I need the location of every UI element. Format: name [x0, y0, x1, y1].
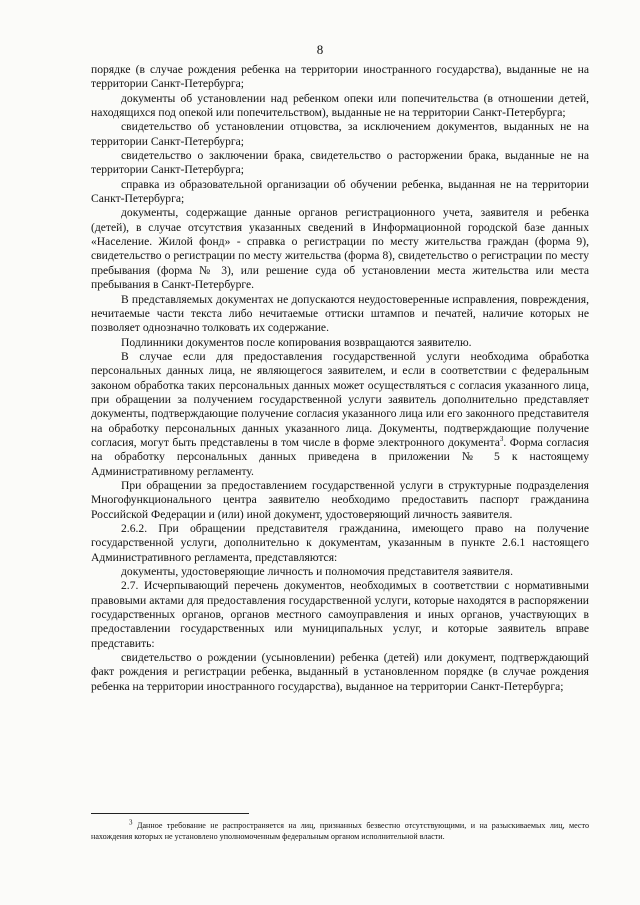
- footnote-mark: 3: [129, 818, 133, 827]
- paragraph: 2.7. Исчерпывающий перечень документов, необходимых в соответствии с нормативными правовыми актами для предоставления государственной услуги, которые находятся в распоряжении государственных органов, органов местного самоуправления и иных органов, участвующих в предоставлении государственных или муниципальных услуг, и которые заявитель вправе представить:: [91, 579, 589, 650]
- paragraph-text-part: В случае если для предоставления государственной услуги необходима обработка персональных данных лица, не являющегося заявителем, и если в соответствии с федеральным законом обработка таких персональных данных может осуществляться с согласия указанного лица, при обращении за получением государственной услуги заявитель дополнительно представляет документы, подтверждающие получение согласия указанного лица или его законного представителя на обработку персональных данных указанного лица. Документы, подтверждающие получение согласия, могут быть представлены в том числе в форме электронного документа: [91, 349, 589, 449]
- paragraph: В представляемых документах не допускаются неудостоверенные исправления, повреждения, нечитаемые части текста либо нечитаемые оттиски штампов и печатей, наличие которых не позволяет однозначно толковать их содержание.: [91, 292, 589, 335]
- footnote-reference: 3: [499, 435, 504, 444]
- paragraph: 2.6.2. При обращении представителя гражданина, имеющего право на получение государственной услуги, дополнительно к документам, указанным в пункте 2.6.1 настоящего Административного регламента, представляются:: [91, 522, 589, 564]
- paragraph: порядке (в случае рождения ребенка на территории иностранного государства), выданные не на территории Санкт-Петербурга;: [91, 63, 589, 91]
- paragraph-with-footnote-ref: [91, 350, 589, 479]
- footnote: [91, 820, 589, 842]
- paragraph: документы об установлении над ребенком опеки или попечительства (в отношении детей, находящихся под опекой или попечительством), выданные не на территории Санкт-Петербурга;: [91, 91, 589, 120]
- page-number: 8: [316, 42, 324, 57]
- body-text: [91, 63, 589, 694]
- paragraph: При обращении за предоставлением государственной услуги в структурные подразделения Многофункционального центра заявителю необходимо предоставить паспорт гражданина Российской Федерации и (или) иной документ, удостоверяющий личность заявителя.: [91, 478, 589, 521]
- paragraph-text-part: . Форма согласия на обработку персональных данных приведена в приложении № 5 к настоящему Административному регламенту.: [91, 435, 590, 478]
- paragraph: свидетельство об установлении отцовства, за исключением документов, выданных не на территории Санкт-Петербурга;: [91, 120, 589, 148]
- paragraph: свидетельство о рождении (усыновлении) ребенка (детей) или документ, подтверждающий факт рождения и регистрации ребенка, выданный в установленном порядке (в случае рождения ребенка на территории иностранного государства), выданное на территории Санкт-Петербурга;: [91, 651, 589, 693]
- paragraph: справка из образовательной организации об обучении ребенка, выданная не на территории Санкт-Петербурга;: [91, 177, 589, 206]
- footnote-divider: [91, 813, 249, 814]
- paragraph: документы, удостоверяющие личность и полномочия представителя заявителя.: [121, 565, 513, 579]
- footnote-text: Данное требование не распространяется на лиц, признанных безвестно отсутствующими, и на разыскиваемых лиц, место нахождения которых не установлено уполномоченным федеральным органом исполнительной власти.: [91, 821, 590, 841]
- paragraph: документы, содержащие данные органов регистрационного учета, заявителя и ребенка (детей), в случае отсутствия указанных сведений в Информационной городской базе данных «Население. Жилой фонд» - справка о регистрации по месту жительства граждан (форма 9), свидетельство о регистрации по месту жительства (форма 8), свидетельство о регистрации по месту пребывания (форма № 3), или решение суда об установлении места жительства или места пребывания в Санкт-Петербурге.: [91, 206, 589, 292]
- paragraph: свидетельство о заключении брака, свидетельство о расторжении брака, выданные не на территории Санкт-Петербурга;: [91, 149, 589, 177]
- paragraph: Подлинники документов после копирования возвращаются заявителю.: [121, 335, 472, 349]
